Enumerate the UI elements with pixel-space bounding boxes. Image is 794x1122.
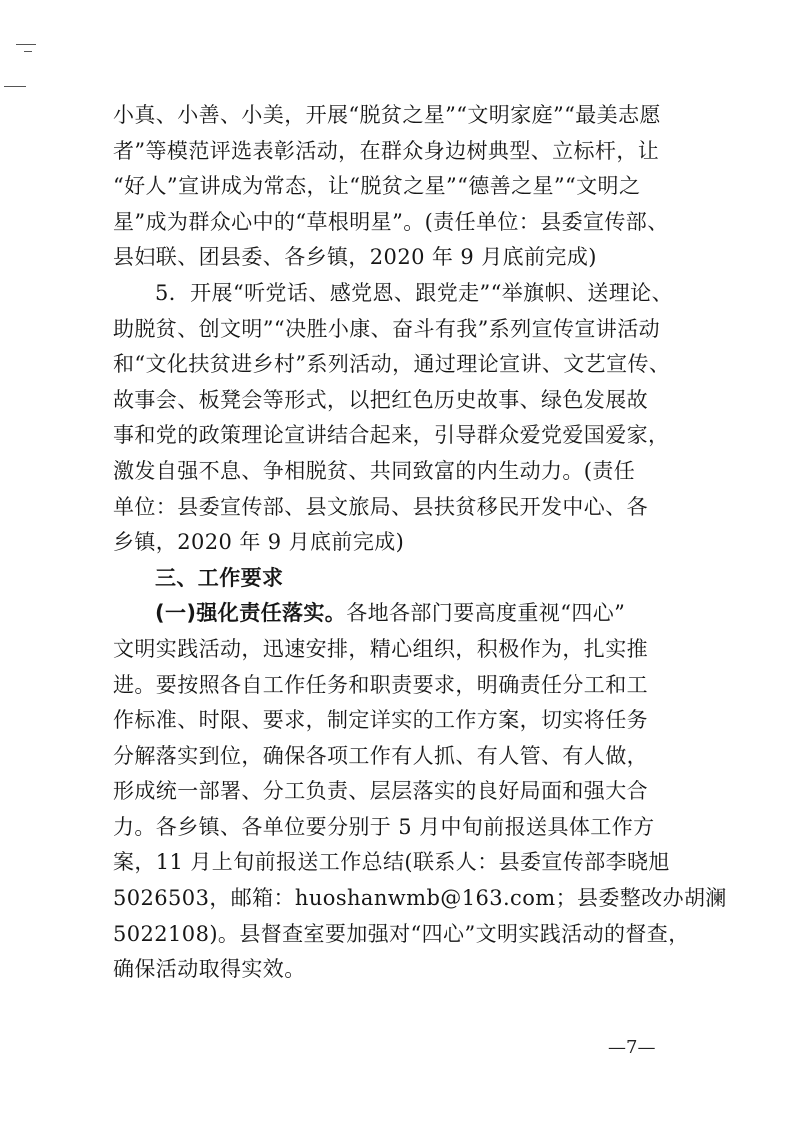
text-line: 星”成为群众心中的“草根明星”。(责任单位：县委宣传部、	[113, 209, 669, 234]
text-line: 助脱贫、创文明”“决胜小康、奋斗有我”系列宣传宣讲活动	[113, 316, 661, 341]
text-line: 者”等模范评选表彰活动，在群众身边树典型、立标杆，让	[113, 138, 660, 163]
text-line: 激发自强不息、争相脱贫、共同致富的内生动力。(责任	[113, 458, 636, 483]
document-body	[113, 98, 727, 988]
page-number: —7—	[608, 1037, 656, 1058]
section-title: 三、工作要求	[155, 565, 284, 590]
text-line: 5022108)。县督查室要加强对“四心”文明实践活动的督查，	[113, 921, 690, 946]
text-line: 分解落实到位，确保各项工作有人抓、有人管、有人做，	[113, 743, 648, 768]
text-line: 县妇联、团县委、各乡镇，2020 年 9 月底前完成)	[113, 245, 597, 270]
text-line: 5026503，邮箱：huoshanwmb@163.com；县委整改办胡澜	[113, 886, 727, 911]
text-line: 力。各乡镇、各单位要分别于 5 月中旬前报送具体工作方	[113, 814, 655, 839]
paragraph-item-5	[113, 276, 703, 561]
scan-mark	[24, 51, 32, 52]
subsection-title: (一)强化责任落实。	[155, 601, 347, 626]
text-line: “好人”宣讲成为常态，让“脱贫之星”“德善之星”“文明之	[113, 174, 641, 199]
text-line	[113, 596, 703, 632]
text-line: 和“文化扶贫进乡村”系列活动，通过理论宣讲、文艺宣传、	[113, 352, 671, 377]
text-line: 单位：县委宣传部、县文旅局、县扶贫移民开发中心、各	[113, 494, 648, 519]
text-line: 进。要按照各自工作任务和职责要求，明确责任分工和工	[113, 672, 648, 697]
section-heading	[113, 561, 703, 597]
text-line: 文明实践活动，迅速安排，精心组织，积极作为，扎实推	[113, 636, 648, 661]
paragraph-continuation	[113, 98, 703, 276]
text-line-rest: 各地各部门要高度重视“四心”	[346, 601, 626, 626]
text-line: 故事会、板凳会等形式，以把红色历史故事、绿色发展故	[113, 387, 648, 412]
scan-mark	[16, 44, 36, 45]
text-line: 确保活动取得实效。	[113, 957, 306, 982]
text-line: 小真、小善、小美，开展“脱贫之星”“文明家庭”“最美志愿	[113, 103, 661, 127]
paragraph-responsibility	[113, 596, 727, 988]
text-line: 案，11 月上旬前报送工作总结(联系人：县委宣传部李晓旭	[113, 850, 670, 875]
text-line: 5．开展“听党话、感党恩、跟党走”“举旗帜、送理论、	[155, 280, 673, 305]
text-line: 乡镇，2020 年 9 月底前完成)	[113, 530, 405, 555]
text-line: 事和党的政策理论宣讲结合起来，引导群众爱党爱国爱家，	[113, 423, 670, 448]
text-line: 作标准、时限、要求，制定详实的工作方案，切实将任务	[113, 708, 648, 733]
text-line: 形成统一部署、分工负责、层层落实的良好局面和强大合	[113, 779, 648, 804]
scan-mark	[4, 86, 26, 87]
